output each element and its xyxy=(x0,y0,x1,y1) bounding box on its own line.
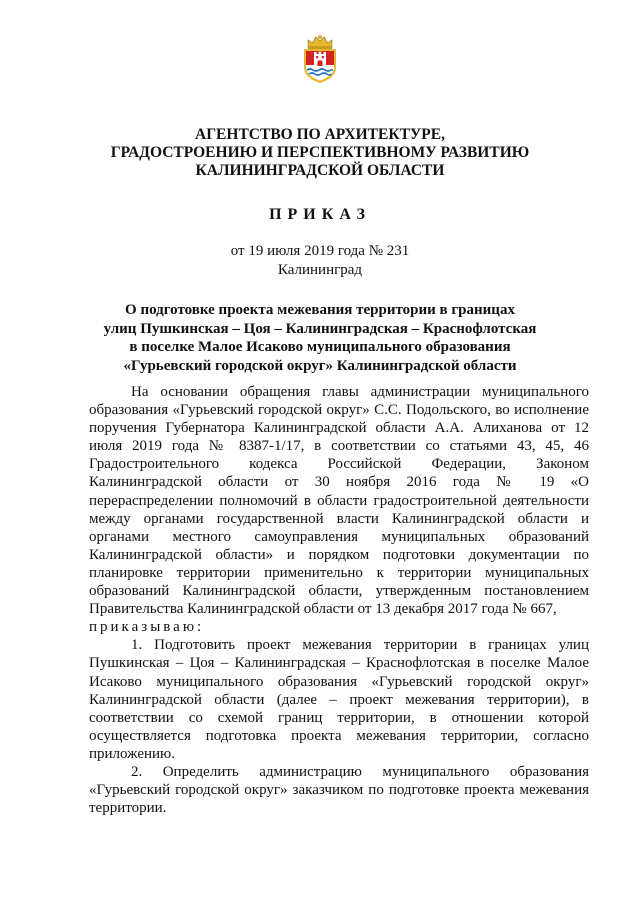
document-type: ПРИКАЗ xyxy=(269,206,371,223)
title-line-2: улиц Пушкинская – Цоя – Калининградская – Краснофлотская xyxy=(103,320,537,337)
agency-line-2: ГРАДОСТРОЕНИЮ И ПЕРСПЕКТИВНОМУ РАЗВИТИЮ xyxy=(110,144,530,161)
date-number: от 19 июля 2019 года № 231 xyxy=(230,243,410,259)
document-body xyxy=(89,383,589,817)
title-line-1: О подготовке проекта межевания территории в границах xyxy=(125,302,515,318)
order-word: приказываю: xyxy=(89,619,205,636)
title-line-3: в поселке Малое Исаково муниципального образования xyxy=(129,339,511,355)
order-word-line xyxy=(89,618,589,636)
paragraph-preamble: На основании обращения главы администрации муниципального образования «Гурьевский городской округ» С.С. Подольского, во исполнение поручения Губернатора Калининградской области А.А. Алиханова от 12 июля 2019 года № 8387-1/17, в соответствии со статьями 43, 45, 46 Градостроительного кодекса Российской Федерации, Законом Калининградской области от 30 ноября 2016 года № 19 «О перераспределении полномочий в области градостроительной деятельности между органами государственной власти Калининградской области и органами местного самоуправления муниципальных образований Калининградской области» и порядком подготовки документации по планировке территории применительно к территории муниципальных образований Калининградской области, утвержденным постановлением Правительства Калининградской области от 13 декабря 2017 года № 667, xyxy=(89,384,589,618)
agency-line-1: АГЕНТСТВО ПО АРХИТЕКТУРЕ, xyxy=(195,126,445,143)
city: Калининград xyxy=(277,261,363,278)
agency-line-3: КАЛИНИНГРАДСКОЙ ОБЛАСТИ xyxy=(195,162,445,179)
document-meta xyxy=(60,242,580,279)
agency-name xyxy=(60,126,580,180)
paragraph-item-1: 1. Подготовить проект межевания территории в границах улиц Пушкинская – Цоя – Калининградская – Краснофлотская в поселке Малое Исаково муниципального образования «Гурьевский городской округ» Калининградской области (далее – проект межевания территории), в соответствии со схемой границ территории, в отношении которой осуществляется подготовка проекта межевания территории, согласно приложению. xyxy=(89,637,589,762)
kaliningrad-region-coat-of-arms-icon xyxy=(301,34,339,84)
document-title xyxy=(60,301,580,375)
paragraph-item-2: 2. Определить администрацию муниципального образования «Гурьевский городской округ» заказчиком по подготовке проекта межевания территории. xyxy=(89,763,589,817)
title-line-4: «Гурьевский городской округ» Калининградской области xyxy=(123,357,517,374)
